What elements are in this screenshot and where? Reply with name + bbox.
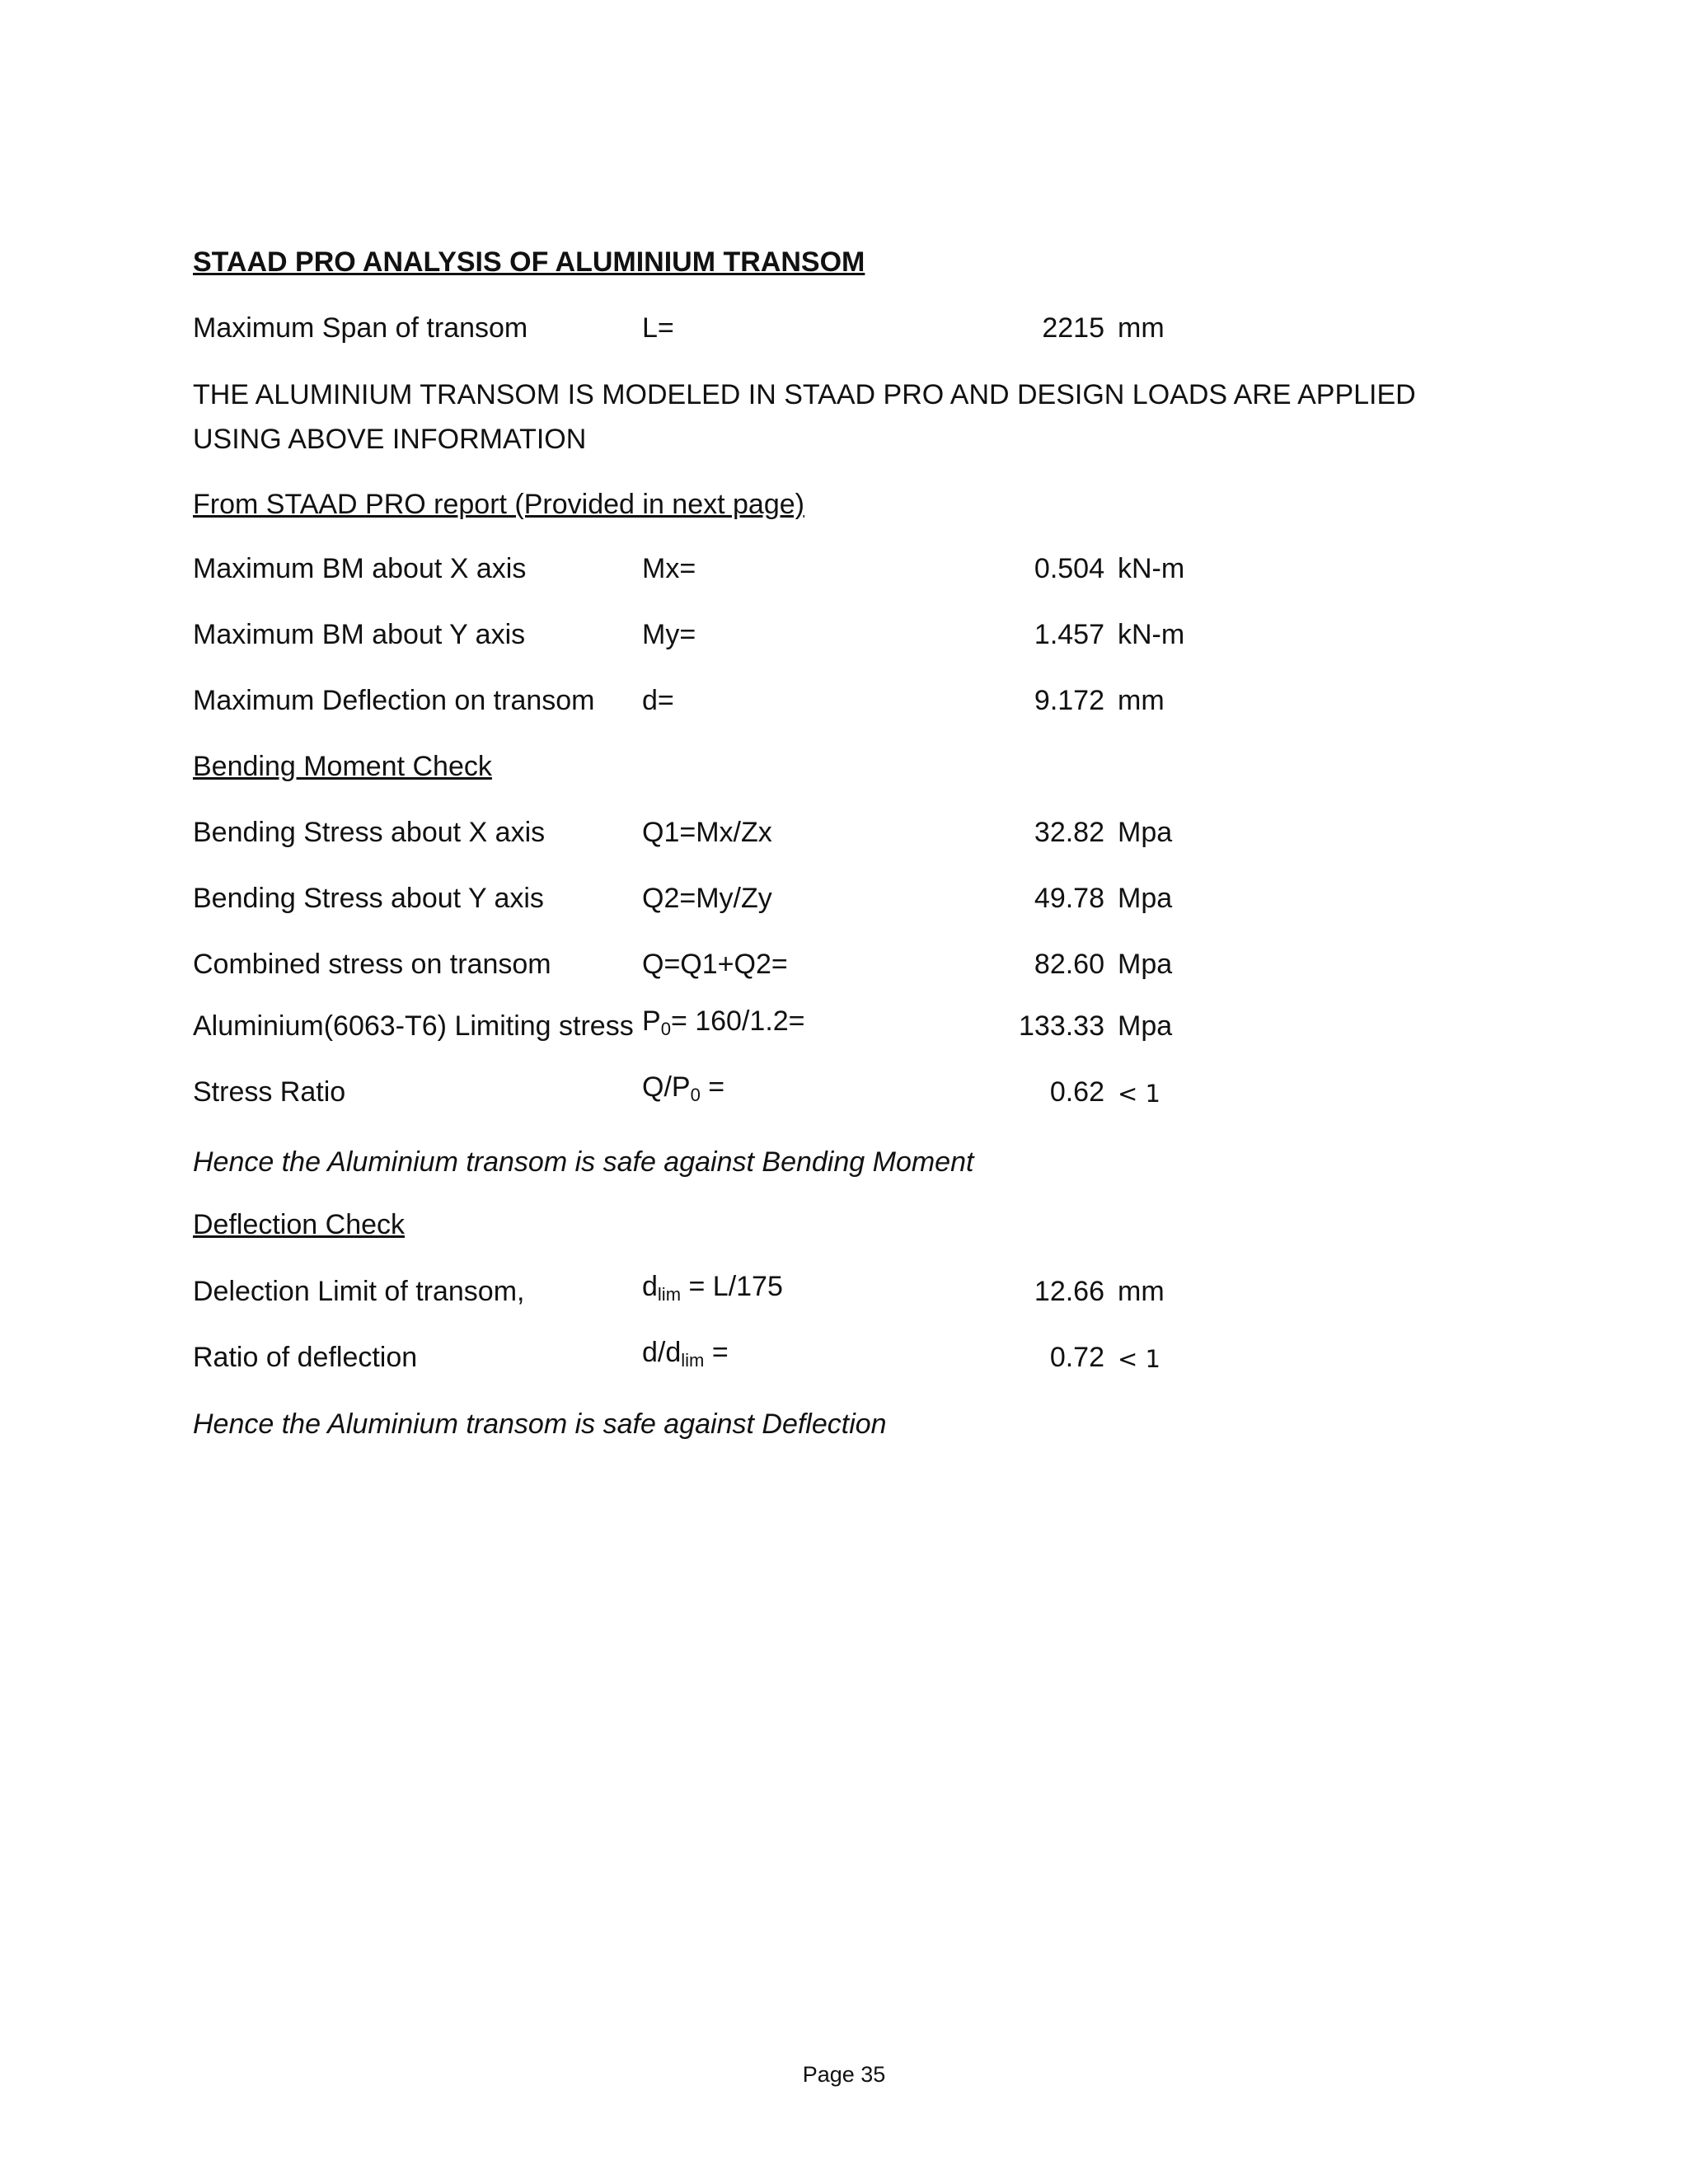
- bm-x-value: 0.504: [1034, 553, 1104, 584]
- formula-text: d/d: [642, 1337, 682, 1368]
- combined-stress-row: [193, 946, 1264, 982]
- formula-subscript: lim: [657, 1284, 682, 1305]
- bm-y-row: [193, 616, 1264, 653]
- stress-y-value: 49.78: [1034, 883, 1104, 914]
- bm-y-label: Maximum BM about Y axis: [193, 619, 526, 650]
- combined-stress-unit: Mpa: [1118, 949, 1173, 980]
- combined-stress-value: 82.60: [1034, 949, 1104, 980]
- deflection-ratio-row: [193, 1339, 1264, 1376]
- stress-y-label: Bending Stress about Y axis: [193, 883, 544, 914]
- stress-y-row: [193, 880, 1264, 916]
- formula-text: P: [642, 1005, 661, 1037]
- intro-paragraph: [193, 373, 1512, 462]
- limiting-stress-value: 133.33: [1019, 1010, 1104, 1042]
- formula-subscript: lim: [681, 1350, 705, 1371]
- formula-text: = L/175: [681, 1271, 783, 1302]
- formula-subscript: 0: [660, 1019, 671, 1039]
- deflection-check-heading: Deflection Check: [193, 1209, 406, 1240]
- deflection-ratio-label: Ratio of deflection: [193, 1342, 418, 1373]
- combined-stress-label: Combined stress on transom: [193, 949, 551, 980]
- stress-y-formula: Q2=My/Zy: [642, 883, 772, 914]
- deflection-limit-value: 12.66: [1034, 1276, 1104, 1307]
- limiting-stress-unit: Mpa: [1118, 1010, 1173, 1042]
- formula-text: = 160/1.2=: [670, 1005, 805, 1037]
- bm-y-formula: My=: [642, 619, 696, 650]
- bending-conclusion: Hence the Aluminium transom is safe against Bending Moment: [193, 1146, 974, 1178]
- stress-ratio-value: 0.62: [1049, 1076, 1104, 1108]
- formula-text: =: [700, 1071, 725, 1103]
- stress-ratio-formula: [642, 1069, 724, 1105]
- bm-x-label: Maximum BM about X axis: [193, 553, 527, 584]
- page-title: STAAD PRO ANALYSIS OF ALUMINIUM TRANSOM: [193, 246, 865, 278]
- bm-x-row: [193, 551, 1264, 587]
- stress-y-unit: Mpa: [1118, 883, 1173, 914]
- span-value: 2215: [1042, 312, 1104, 344]
- formula-text: Q/P: [642, 1071, 691, 1103]
- stress-ratio-unit: < 1: [1118, 1080, 1160, 1108]
- deflection-label: Maximum Deflection on transom: [193, 685, 595, 716]
- combined-stress-formula: Q=Q1+Q2=: [642, 949, 788, 980]
- stress-ratio-row: [193, 1071, 1264, 1110]
- deflection-ratio-unit: < 1: [1118, 1345, 1160, 1373]
- stress-x-value: 32.82: [1034, 817, 1104, 848]
- limiting-stress-formula: [642, 1003, 805, 1039]
- stress-x-label: Bending Stress about X axis: [193, 817, 546, 848]
- deflection-limit-row: [193, 1273, 1264, 1310]
- deflection-unit: mm: [1118, 685, 1165, 716]
- page-number: Page 35: [802, 2062, 886, 2087]
- formula-subscript: 0: [690, 1085, 701, 1105]
- deflection-ratio-value: 0.72: [1049, 1342, 1104, 1373]
- intro-line-2: USING ABOVE INFORMATION: [193, 424, 587, 455]
- limiting-stress-label: Aluminium(6063-T6) Limiting stress: [193, 1010, 634, 1042]
- stress-x-unit: Mpa: [1118, 817, 1173, 848]
- span-row: [193, 310, 1264, 346]
- deflection-limit-label: Delection Limit of transom,: [193, 1276, 525, 1307]
- span-formula: L=: [642, 312, 674, 344]
- deflection-value: 9.172: [1034, 685, 1104, 716]
- bending-moment-heading: Bending Moment Check: [193, 751, 492, 782]
- deflection-formula: d=: [642, 685, 674, 716]
- formula-text: d: [642, 1271, 658, 1302]
- deflection-conclusion: Hence the Aluminium transom is safe against Deflection: [193, 1408, 887, 1440]
- deflection-limit-formula: [642, 1268, 783, 1305]
- deflection-row: [193, 682, 1264, 719]
- bm-x-formula: Mx=: [642, 553, 696, 584]
- stress-x-formula: Q1=Mx/Zx: [642, 817, 772, 848]
- span-unit: mm: [1118, 312, 1165, 344]
- stress-ratio-label: Stress Ratio: [193, 1076, 346, 1108]
- bm-y-unit: kN-m: [1118, 619, 1185, 650]
- deflection-ratio-formula: [642, 1334, 729, 1371]
- bm-x-unit: kN-m: [1118, 553, 1185, 584]
- span-label: Maximum Span of transom: [193, 312, 528, 344]
- intro-line-1: THE ALUMINIUM TRANSOM IS MODELED IN STAAD PRO AND DESIGN LOADS ARE APPLIED: [193, 379, 1416, 410]
- formula-text: =: [704, 1337, 729, 1368]
- limiting-stress-row: [193, 1005, 1264, 1044]
- stress-x-row: [193, 814, 1264, 851]
- report-heading: From STAAD PRO report (Provided in next page): [193, 489, 804, 520]
- bm-y-value: 1.457: [1034, 619, 1104, 650]
- deflection-limit-unit: mm: [1118, 1276, 1165, 1307]
